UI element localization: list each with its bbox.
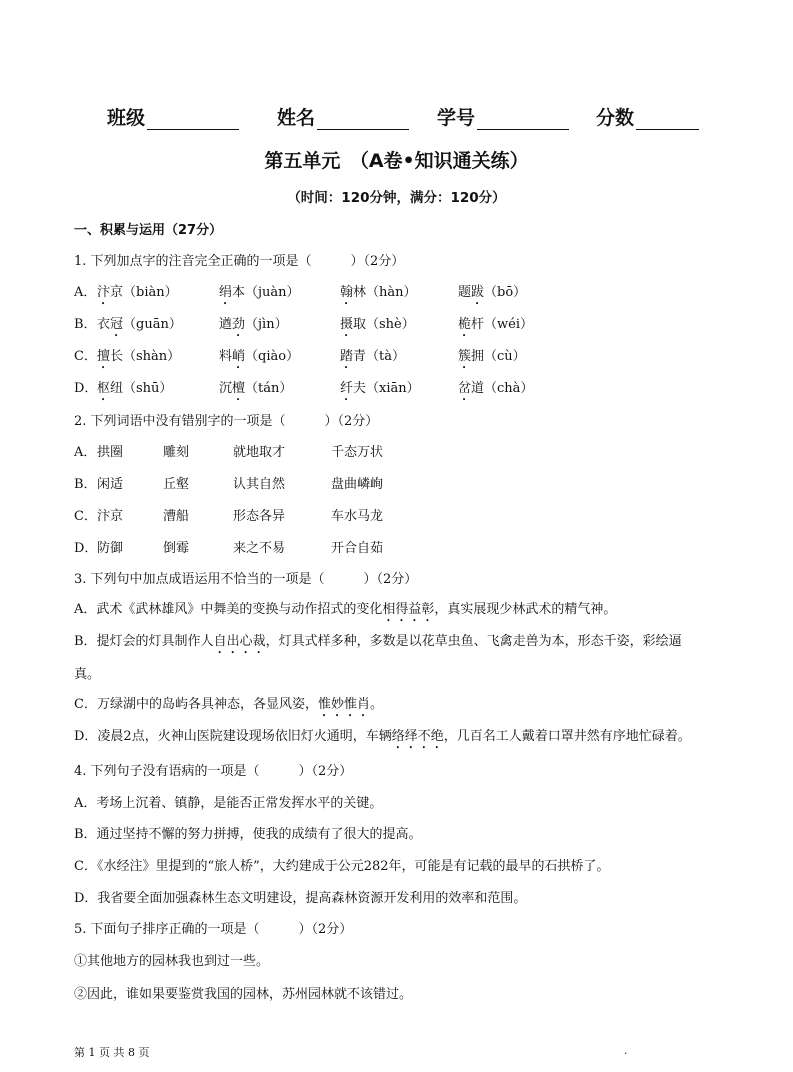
choice-text: （bō）	[484, 285, 527, 300]
dotted-idiom: 自出心裁	[213, 634, 266, 649]
choice-text: 取（shè）	[353, 317, 415, 332]
choice-text: 遒	[219, 317, 233, 332]
dotted-character: 汴	[97, 285, 111, 300]
choice-text: 衣	[97, 317, 111, 332]
student-id-label: 学号	[437, 107, 476, 129]
dotted-character: 摄	[340, 317, 354, 332]
question-1-choice-item	[219, 377, 292, 404]
question-2-word: 拱圈	[97, 445, 124, 460]
question-1-stem: 1. 下列加点字的注音完全正确的一项是（ ）（2分）	[74, 254, 405, 269]
page-title: 第五单元 （A卷•知识通关练）	[264, 150, 529, 172]
question-1-option-letter[interactable]: A．	[74, 285, 97, 300]
choice-text: （qiào）	[245, 349, 300, 364]
dotted-character: 踏	[340, 349, 354, 364]
score-label: 分数	[596, 107, 635, 129]
dotted-character: 跋	[471, 285, 485, 300]
choice-text: 林（hàn）	[353, 285, 417, 300]
class-blank[interactable]	[147, 109, 239, 130]
class-field	[107, 103, 239, 130]
question-1-choice-item	[458, 377, 533, 404]
score-blank[interactable]	[636, 109, 699, 130]
choice-text: （guān）	[123, 317, 182, 332]
question-3-option-b[interactable]	[74, 630, 682, 657]
score-field	[596, 103, 699, 130]
option-text: C．万绿湖中的岛屿各具神态，各显风姿，	[74, 697, 318, 712]
question-1-choice-item	[97, 345, 180, 372]
dotted-idiom: 相得益彰	[382, 602, 435, 617]
dotted-character: 擅	[97, 349, 111, 364]
choice-text: （jìn）	[245, 317, 288, 332]
question-2-word: 车水马龙	[331, 509, 384, 524]
question-2-option-letter[interactable]: B．	[74, 477, 97, 492]
section-heading: 一、积累与运用（27分）	[74, 223, 223, 238]
choice-text: 夫（xiān）	[353, 381, 420, 396]
dotted-character: 劲	[232, 317, 246, 332]
question-2-word: 千态万状	[331, 445, 384, 460]
dotted-character: 檀	[232, 381, 246, 396]
name-field	[277, 103, 409, 130]
option-text: ，灯具式样多种，多数是以花草虫鱼、飞禽走兽为本，形态千姿，彩绘逼	[265, 634, 682, 649]
question-2-word: 闲适	[97, 477, 124, 492]
question-1-choice-item	[340, 377, 420, 404]
question-2-stem: 2. 下列词语中没有错别字的一项是（ ）（2分）	[74, 414, 379, 429]
dotted-character: 绢	[219, 285, 233, 300]
dotted-character: 簇	[458, 349, 472, 364]
question-2-word: 开合自茹	[331, 541, 384, 556]
dotted-idiom: 络绎不绝	[391, 729, 444, 744]
option-text: D．凌晨2点，火神山医院建设现场依旧灯火通明，车辆	[74, 729, 392, 744]
question-1-choice-item	[219, 313, 288, 340]
question-3-option-b-continued: 真。	[74, 667, 101, 682]
choice-text: 纽（shū）	[110, 381, 173, 396]
dotted-character: 冠	[110, 317, 124, 332]
question-1-choice-item	[97, 313, 182, 340]
footer-dot: .	[624, 1044, 628, 1057]
question-1-option-letter[interactable]: B．	[74, 317, 97, 332]
question-2-word: 雕刻	[163, 445, 190, 460]
choice-text: 本（juàn）	[232, 285, 300, 300]
question-4-stem: 4. 下列句子没有语病的一项是（ ）（2分）	[74, 764, 353, 779]
dotted-character: 峭	[232, 349, 246, 364]
option-text: B．提灯会的灯具制作人	[74, 634, 214, 649]
question-2-word: 汴京	[97, 509, 124, 524]
question-4-option-b[interactable]: B．通过坚持不懈的努力拼搏，使我的成绩有了很大的提高。	[74, 827, 422, 842]
question-2-word: 防御	[97, 541, 124, 556]
question-1-choice-item	[97, 281, 178, 308]
name-label: 姓名	[277, 107, 316, 129]
question-2-word: 认其自然	[233, 477, 286, 492]
question-1-choice-item	[97, 377, 172, 404]
student-id-field	[437, 103, 569, 130]
question-5-stem: 5. 下面句子排序正确的一项是（ ）（2分）	[74, 922, 353, 937]
question-3-stem: 3. 下列句中加点成语运用不恰当的一项是（ ）（2分）	[74, 572, 418, 587]
dotted-character: 枢	[97, 381, 111, 396]
exam-time-info: （时间：120分钟，满分：120分）	[287, 190, 506, 206]
question-1-choice-item	[340, 345, 405, 372]
dotted-character: 岔	[458, 381, 472, 396]
dotted-character: 纤	[340, 381, 354, 396]
question-4-option-d[interactable]: D．我省要全面加强森林生态文明建设，提高森林资源开发利用的效率和范围。	[74, 891, 527, 906]
choice-text: 拥（cù）	[471, 349, 526, 364]
question-5-sentence-1: ①其他地方的园林我也到过一些。	[74, 954, 270, 969]
question-3-option-c[interactable]	[74, 693, 383, 720]
dotted-character: 桅	[458, 317, 472, 332]
question-2-word: 倒霉	[163, 541, 190, 556]
page-number: 第 1 页 共 8 页	[74, 1046, 150, 1059]
question-4-option-c[interactable]: C．《水经注》里提到的“旅人桥”，大约建成于公元282年，可能是有记载的最早的石拱桥了。	[74, 859, 610, 874]
option-text: 。	[369, 697, 383, 712]
dotted-character: 翰	[340, 285, 354, 300]
choice-text: 京（biàn）	[110, 285, 178, 300]
question-4-option-a[interactable]: A．考场上沉着、镇静，是能否正常发挥水平的关键。	[74, 796, 383, 811]
question-1-choice-item	[458, 281, 526, 308]
question-2-option-letter[interactable]: C．	[74, 509, 97, 524]
choice-text: 青（tà）	[353, 349, 405, 364]
choice-text: （tán）	[245, 381, 293, 396]
question-1-option-letter[interactable]: D．	[74, 381, 98, 396]
question-2-word: 形态各异	[233, 509, 286, 524]
class-label: 班级	[107, 107, 146, 129]
question-1-choice-item	[219, 281, 300, 308]
question-1-option-letter[interactable]: C．	[74, 349, 97, 364]
dotted-idiom: 惟妙惟肖	[317, 697, 370, 712]
student-info-header	[0, 103, 793, 133]
question-2-word: 丘壑	[163, 477, 190, 492]
question-3-option-d[interactable]	[74, 725, 691, 752]
question-2-option-letter[interactable]: A．	[74, 445, 97, 460]
question-1-choice-item	[458, 345, 526, 372]
choice-text: 题	[458, 285, 472, 300]
question-2-word: 盘曲嶙峋	[331, 477, 384, 492]
question-1-choice-item	[219, 345, 299, 372]
choice-text: 沉	[219, 381, 233, 396]
choice-text: 料	[219, 349, 233, 364]
option-text: ，真实展现少林武术的精气神。	[434, 602, 617, 617]
question-1-choice-item	[340, 313, 415, 340]
question-3-option-a[interactable]	[74, 598, 616, 625]
option-text: A．武术《武林雄风》中舞美的变换与动作招式的变化	[74, 602, 383, 617]
question-2-word: 就地取才	[233, 445, 286, 460]
choice-text: 长（shàn）	[110, 349, 181, 364]
question-1-choice-item	[458, 313, 533, 340]
choice-text: 杆（wéi）	[471, 317, 533, 332]
name-blank[interactable]	[317, 109, 409, 130]
option-text: ，几百名工人戴着口罩井然有序地忙碌着。	[443, 729, 691, 744]
question-2-word: 来之不易	[233, 541, 286, 556]
question-1-choice-item	[340, 281, 417, 308]
student-id-blank[interactable]	[477, 109, 569, 130]
choice-text: 道（chà）	[471, 381, 534, 396]
question-2-word: 漕船	[163, 509, 190, 524]
question-2-option-letter[interactable]: D．	[74, 541, 98, 556]
question-5-sentence-2: ②因此，谁如果要鉴赏我国的园林，苏州园林就不该错过。	[74, 987, 413, 1002]
